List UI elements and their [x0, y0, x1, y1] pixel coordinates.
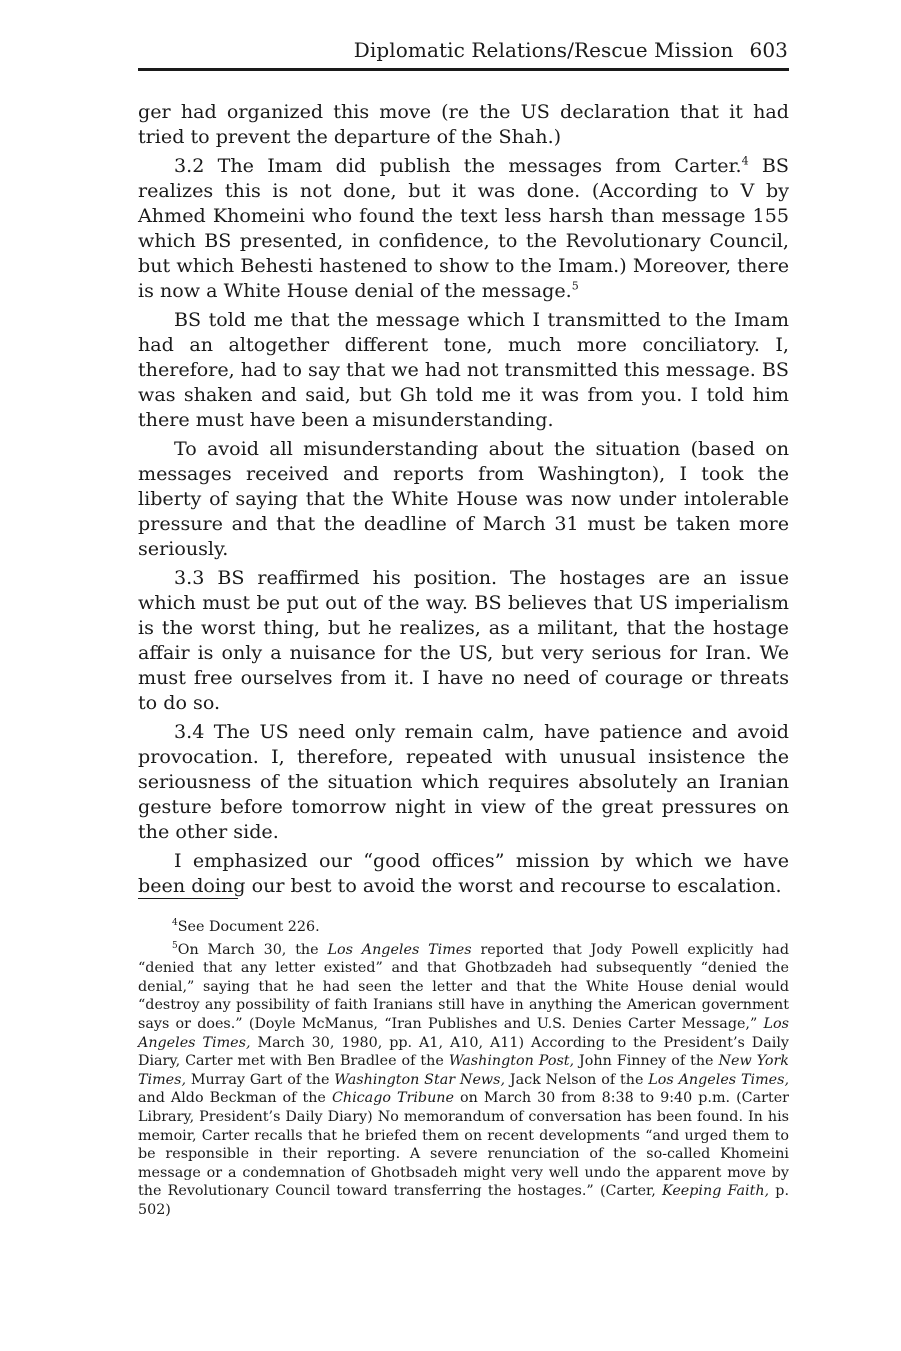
- paragraph-1: ger had organized this move (re the US declaration that it had tried to prevent the departure of the Shah.): [138, 100, 789, 148]
- body-text: [138, 99, 789, 902]
- header-rule: [138, 68, 789, 71]
- footnote-rule: [138, 898, 238, 899]
- page-number: 603: [749, 38, 788, 62]
- paragraph-3: BS told me that the message which I transmitted to the Imam had an altogether different tone, much more conciliatory. I, therefore, had to say that we had not transmitted this message. BS was shaken and said, but Gh told me it was from you. I told him there must have been a misunderstanding.: [138, 308, 789, 431]
- paragraph-7: I emphasized our “good offices” mission by which we have been doing our best to avoid the worst and recourse to escalation.: [138, 849, 789, 897]
- footnote-5-mark: 5: [172, 940, 178, 951]
- paragraph-2: 3.2 The Imam did publish the messages from Carter.$^4$ BS realizes this is not done, but it was done. (According to V by Ahmed Khomeini who found the text less harsh than message 155 which BS presented, in confidence, to the Revolutionary Council, but which Behesti hastened to show to the Imam.) Moreover, there is now a White House denial of the message.$^5$: [138, 154, 789, 302]
- paragraph-6: 3.4 The US need only remain calm, have patience and avoid provocation. I, therefore, repeated with unusual insistence the seriousness of the situation which requires absolutely an Iranian gesture before tomorrow night in view of the great pressures on the other side.: [138, 720, 789, 843]
- footnote-4-mark: 4: [172, 918, 178, 929]
- footnote-4: [138, 918, 789, 937]
- footnote-ref-5[interactable]: 5: [571, 279, 579, 293]
- footnote-5: $^5$On March 30, the Los Angeles Times reported that Jody Powell explicitly had “denied that any letter existed” and that Ghotbzadeh had subsequently “denied the denial,” saying that he had seen the letter and that the White House denial would “destroy any possibility of faith Iranians still have in anything the American government says or does.” (Doyle McManus, “Iran Publishes and U.S. Denies Carter Message,” Los Angeles Times, March 30, 1980, pp. A1, A10, A11) According to the President’s Daily Diary, Carter met with Ben Bradlee of the Washington Post, John Finney of the New York Times, Murray Gart of the Washington Star News, Jack Nelson of the Los Angeles Times, and Aldo Beckman of the Chicago Tribune on March 30 from 8:38 to 9:40 p.m. (Carter Library, President’s Daily Diary) No memorandum of conversation has been found. In his memoir, Carter recalls that he briefed them on recent developments “and urged them to be responsible in their reporting. A severe renunciation of the so-called Khomeini message or a condemnation of Ghotbsadeh might very well undo the apparent move by the Revolutionary Council toward transferring the hostages.” (Carter, Keeping Faith, p. 502): [138, 940, 790, 1218]
- running-title: Diplomatic Relations/Rescue Mission: [353, 38, 734, 62]
- paragraph-5: 3.3 BS reaffirmed his position. The hostages are an issue which must be put out of the way. BS believes that US imperialism is the worst thing, but he realizes, as a militant, that the hostage affair is only a nuisance for the US, but very serious for Iran. We must free ourselves from it. I have no need of courage or threats to do so.: [138, 566, 789, 714]
- paragraph-4: To avoid all misunderstanding about the situation (based on messages received and reports from Washington), I took the liberty of saying that the White House was now under intolerable pressure and that the deadline of March 31 must be taken more seriously.: [138, 437, 789, 560]
- running-header: [138, 36, 788, 66]
- footnote-ref-4[interactable]: 4: [741, 154, 749, 168]
- footnotes: [138, 918, 789, 1224]
- footnote-4-text: See Document 226.: [177, 919, 320, 935]
